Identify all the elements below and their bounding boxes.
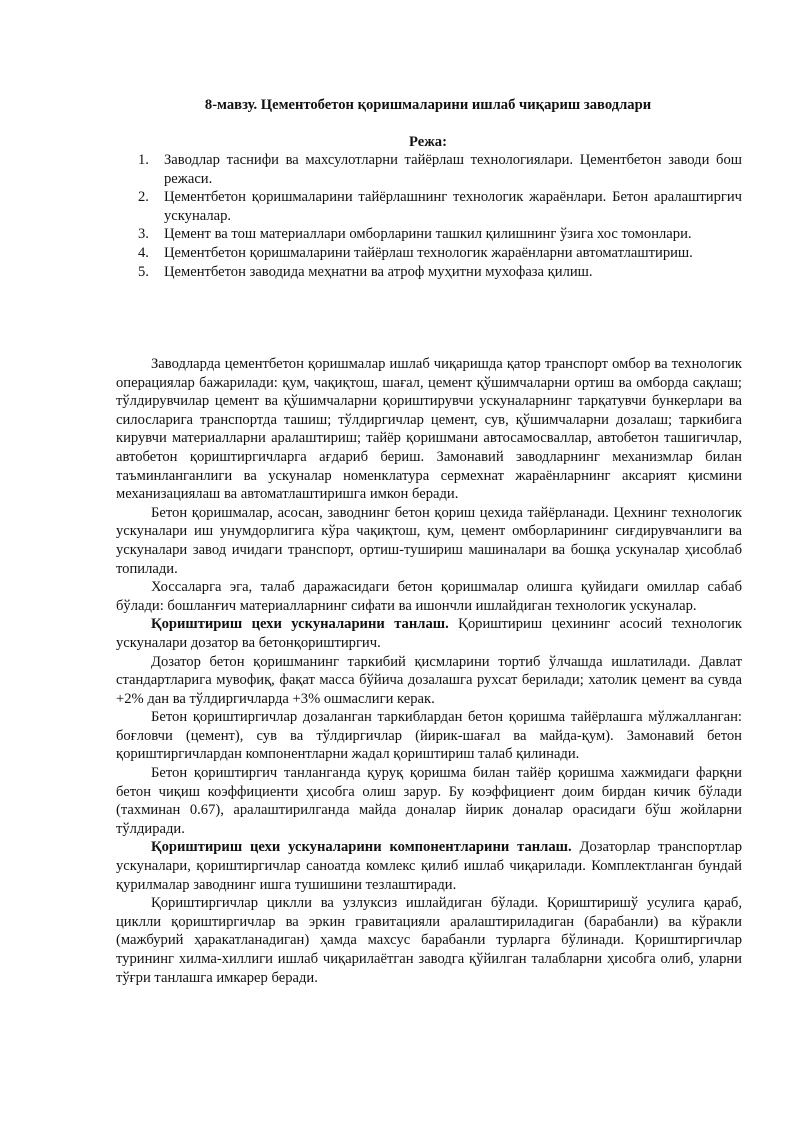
body-text [116,355,742,987]
paragraph-text: Қориштиргичлар циклли ва узлуксиз ишлайдиган бўлади. Қориштиришў усулига қараб, циклли қориштиргичлар ва эркин гравитацияли аралаштириладиган (барабанли) ва кўракли (мажбурий ҳаракатланадиган) ҳамда махсус барабанли турларга бўлинади. Қориштиргичлар турининг хилма-хиллиги ишлаб чиқарилаётган заводга қўйилган талабларни ҳисобга олиб, уларни тўғри танлашга имкарер беради. [116,895,742,986]
paragraph-text: Дозаторлар транспортлар ускуналари, қориштиргичлар саноатда комлекс қилиб ишлаб чиқарилади. Комплектланган бундай қурилмалар заводнинг ишга тушишини тезлаштиради. [116,839,742,893]
plan-item [138,244,742,263]
plan-item-text: Заводлар таснифи ва махсулотларни тайёрлаш технологиялари. Цементбетон заводи бош режаси. [164,152,742,187]
paragraph [116,578,742,615]
paragraph [116,504,742,578]
plan-item-number: 5. [138,263,149,280]
paragraph [116,764,742,838]
paragraph [116,653,742,709]
plan-item [138,151,742,188]
plan-item [138,225,742,244]
plan-item-number: 1. [138,152,149,168]
paragraph [116,355,742,504]
paragraph [116,615,742,652]
paragraph-heading: Қориштириш цехи ускуналарини компонентларини танлаш. [151,839,572,856]
paragraph-text: Қориштириш цехининг асосий технологик ускуналари дозатор ва бетонқориштиргич. [116,616,742,651]
plan-heading: Режа: [409,134,447,150]
document-title: 8-мавзу. Цементобетон қоришмаларини ишлаб чиқариш заводлари [204,97,652,113]
plan-list [138,151,742,281]
paragraph [116,838,742,894]
paragraph-text: Хоссаларга эга, талаб даражасидаги бетон қоришмалар олишга қуйидаги омиллар сабаб бўлади: бошланғич материалларнинг сифати ва ишончли ишлайдиган технологик ускуналар. [116,579,742,614]
plan-item-number: 2. [138,189,149,206]
plan-item-number: 4. [138,244,149,261]
paragraph-text: Бетон қориштиргичлар дозаланган таркиблардан бетон қоришма тайёрлашга мўлжалланган: боғловчи (цемент), сув ва тўлдиргичлар (йирик-шағал ва майда-қум). Замонавий бетон қориштиргичлардан компонентларни жадал қориштириш талаб қилинади. [116,709,742,763]
plan-item-number: 3. [138,226,149,243]
plan-item-text: Цементбетон қоришмаларини тайёрлаш технологик жараёнларни автоматлаштириш. [164,244,693,261]
paragraph-text: Бетон қоришмалар, асосан, заводнинг бетон қориш цехида тайёрланади. Цехнинг технологик ускуналари иш унумдорлигига кўра чақиқтош, қум, цемент омборларининг сиғдирувчанлиги ва ускуналари завод ичидаги транспорт, ортиш-тушириш машиналари ва бошқа ускуналар ҳисоблаб топилади. [116,504,742,577]
plan-item-text: Цементбетон заводида меҳнатни ва атроф муҳитни мухофаза қилиш. [164,263,593,280]
paragraph-text: Заводларда цементбетон қоришмалар ишлаб чиқаришда қатор транспорт омбор ва технологик операциялар бажарилади: қум, чақиқтош, шағал, цемент қўшимчаларни ортиш ва омборда сақлаш; тўлдирувчилар цемент ва қўшимчаларни қориштирувчи ускуналарнинг тарқатувчи бункерлари ва силосларига транспортда ташиш; тўлдиргичлар цемент, сув, қўшимчаларни дозалаш; таркибига кирувчи материалларни аралаштириш; тайёр қоришмани автосамосваллар, автобетон ташигичлар, автобетон қориштиргичларга ағдариб бериш. Замонавий заводларнинг механизмлар билан таъминланганлиги ва ускуналар номенклатура сермехнат жараёнларнинг аксарият қисмини механизациялаш ва автоматлаштиришга имкон беради. [116,356,742,503]
plan-item-text: Цементбетон қоришмаларини тайёрлашнинг технологик жараёнлари. Бетон аралаштиргич ускуналар. [164,189,742,224]
paragraph [116,708,742,764]
paragraph-text: Бетон қориштиргич танланганда қуруқ қоришма билан тайёр қоришма хажмидаги фарқни бетон чиқиш коэффициенти ҳисобга олиш зарур. Бу коэффициент доим бирдан кичик бўлади (тахминан 0.67), аралаштирилганда майда доналар йирик доналар орасидаги бўш жойларни тўлдиради. [116,765,742,837]
paragraph-heading: Қориштириш цехи ускуналарини танлаш. [151,616,449,633]
paragraph-text: Дозатор бетон қоришманинг таркибий қисмларини тортиб ўлчашда ишлатилади. Давлат стандартларига мувофиқ, фақат масса бўйича дозалашга рухсат берилади; хатолик цемент ва сувда +2% дан ва тўлдиргичларда +3% ошмаслиги керак. [116,653,742,707]
plan-item-text: Цемент ва тош материаллари омборларини ташкил қилишнинг ўзига хос томонлари. [164,226,692,243]
plan-item [138,188,742,225]
plan-item [138,263,742,282]
paragraph [116,894,742,987]
